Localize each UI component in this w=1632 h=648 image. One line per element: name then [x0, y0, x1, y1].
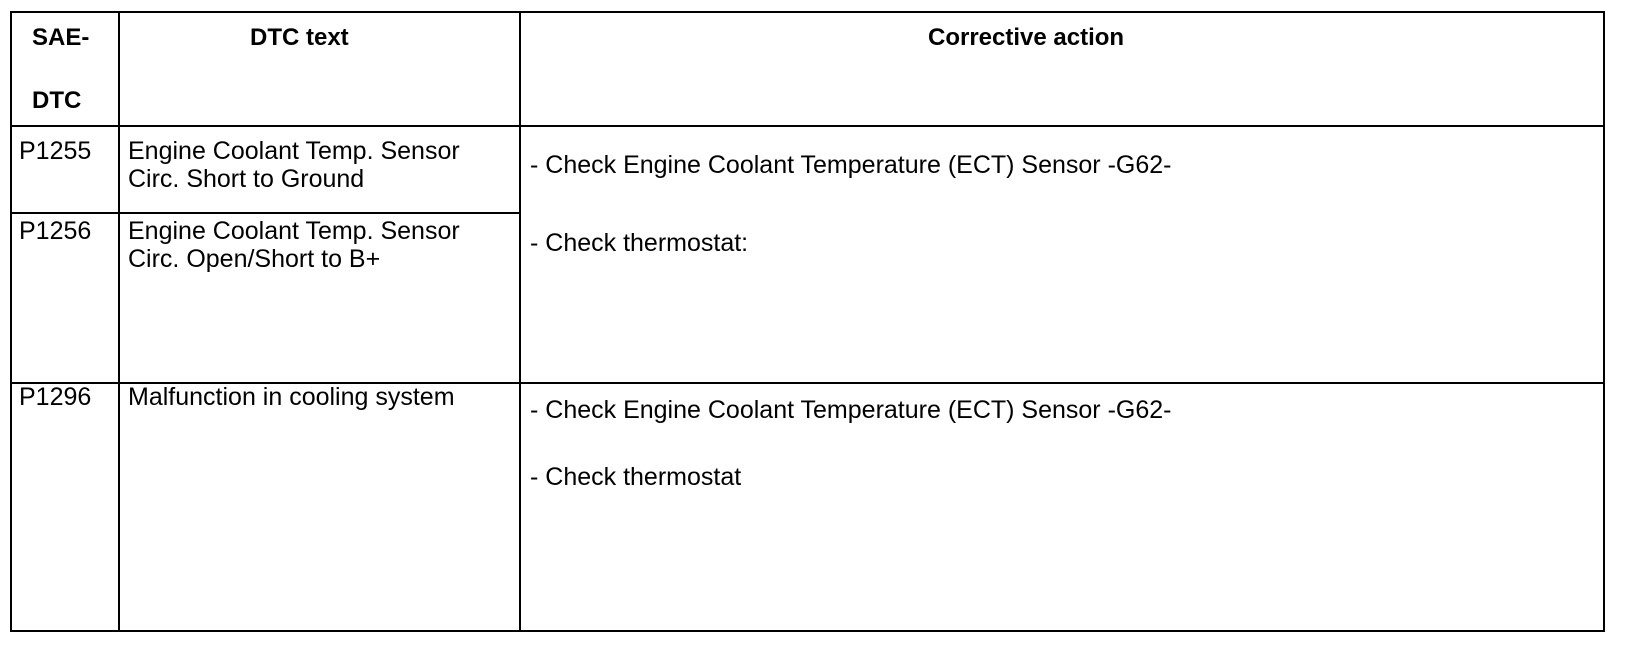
dtc-table: [10, 11, 1606, 632]
header-dtc-text: DTC text: [250, 24, 349, 51]
row-code: P1296: [19, 383, 92, 411]
table-grid-lines: [10, 11, 1606, 632]
header-sae-dtc-line2: DTC: [32, 87, 82, 114]
row-dtc-text-line1: Malfunction in cooling system: [128, 383, 455, 411]
row-dtc-text-line1: Engine Coolant Temp. Sensor: [128, 217, 460, 245]
corrective-action-line: - Check thermostat:: [530, 229, 749, 257]
header-sae-dtc-line1: SAE-: [32, 24, 90, 51]
row-dtc-text-line1: Engine Coolant Temp. Sensor: [128, 137, 460, 165]
header-corrective-action: Corrective action: [928, 24, 1125, 51]
row-dtc-text-line2: Circ. Open/Short to B+: [128, 245, 381, 273]
corrective-action-line: - Check Engine Coolant Temperature (ECT) Sensor -G62-: [530, 396, 1172, 424]
row-dtc-text-line2: Circ. Short to Ground: [128, 165, 365, 193]
corrective-action-line: - Check thermostat: [530, 463, 742, 491]
row-code: P1256: [19, 217, 92, 245]
corrective-action-line: - Check Engine Coolant Temperature (ECT) Sensor -G62-: [530, 151, 1172, 179]
row-code: P1255: [19, 137, 92, 165]
